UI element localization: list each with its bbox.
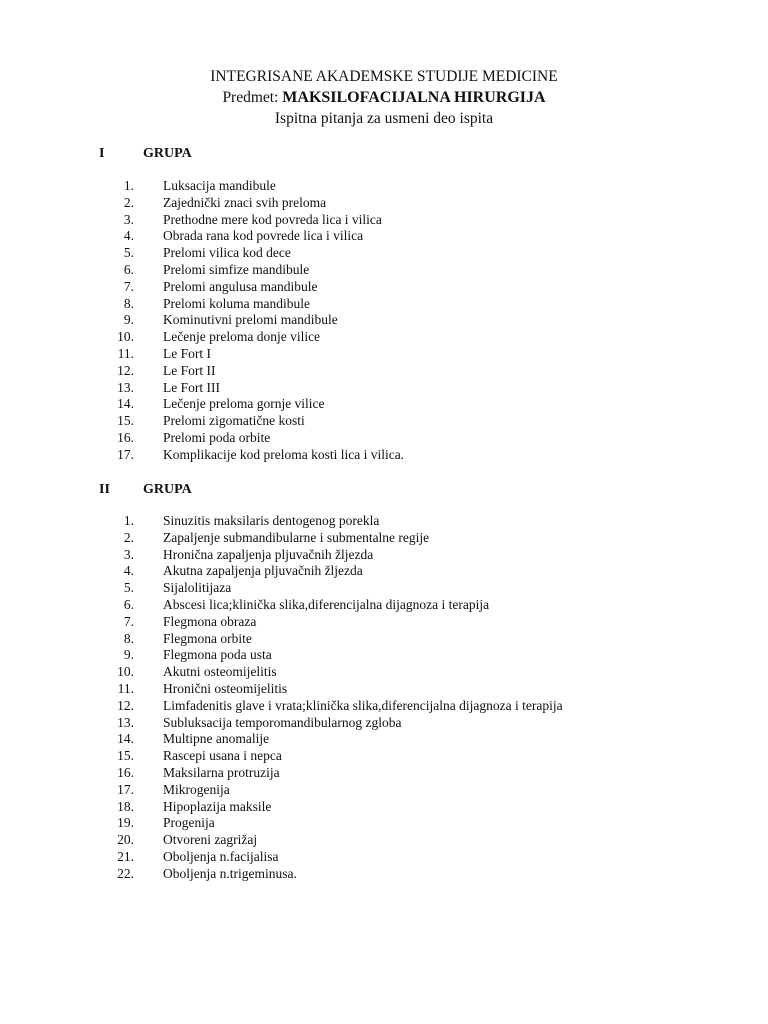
item-number: 15. [117, 413, 134, 429]
subject-line [0, 87, 768, 108]
item-text: Sijalolitijaza [163, 580, 232, 596]
item-text: Prelomi koluma mandibule [163, 295, 310, 311]
item-text: Flegmona orbite [163, 630, 252, 646]
item-number: 1. [123, 178, 134, 193]
item-number: 3. [123, 211, 134, 227]
item-number: 17. [117, 446, 134, 462]
item-text: Lečenje preloma donje vilice [163, 329, 321, 345]
item-number: 6. [123, 596, 134, 612]
item-text: Multipne anomalije [163, 731, 270, 747]
item-number: 5. [123, 245, 134, 261]
item-number: 15. [117, 748, 134, 764]
item-text: Prelomi simfize mandibule [163, 261, 310, 277]
item-number: 9. [123, 647, 134, 663]
group-roman-numeral: I [99, 146, 105, 161]
item-number: 7. [123, 278, 134, 294]
item-text: Le Fort I [163, 345, 211, 361]
item-number: 13. [117, 714, 134, 730]
item-number: 11. [117, 345, 134, 361]
item-number: 8. [123, 295, 134, 311]
item-number: 14. [117, 396, 134, 412]
group-label: GRUPA [143, 146, 192, 161]
item-number: 20. [117, 832, 134, 848]
item-text: Zapaljenje submandibularne i submentalne regije [163, 529, 430, 545]
document-header [0, 66, 768, 129]
item-text: Kominutivni prelomi mandibule [163, 312, 338, 328]
item-text: Le Fort III [163, 379, 220, 395]
item-text: Hronična zapaljenja pljuvačnih žljezda [163, 546, 374, 562]
item-number: 10. [117, 329, 134, 345]
item-text: Flegmona obraza [163, 613, 257, 629]
item-text: Rascepi usana i nepca [163, 748, 282, 764]
item-number: 1. [123, 513, 134, 528]
item-text: Obrada rana kod povrede lica i vilica [163, 228, 364, 244]
item-number: 5. [123, 580, 134, 596]
subject-name: MAKSILOFACIJALNA HIRURGIJA [282, 89, 546, 106]
item-number: 2. [123, 194, 134, 210]
item-number: 8. [123, 630, 134, 646]
question-group-1 [99, 144, 699, 462]
group-roman-numeral: II [99, 482, 110, 497]
item-number: 7. [123, 613, 134, 629]
item-text: Prethodne mere kod povreda lica i vilica [163, 211, 382, 227]
item-text: Subluksacija temporomandibularnog zgloba [163, 714, 402, 730]
item-number: 11. [117, 680, 134, 696]
item-text: Zajednički znaci svih preloma [163, 194, 327, 210]
item-number: 21. [117, 848, 134, 864]
item-text: Lečenje preloma gornje vilice [163, 396, 325, 412]
item-text: Flegmona poda usta [163, 647, 272, 663]
item-text: Prelomi zigomatične kosti [163, 413, 305, 429]
item-text: Luksacija mandibule [163, 178, 276, 193]
item-number: 12. [117, 697, 134, 713]
group-heading [99, 144, 699, 164]
group-label: GRUPA [143, 482, 192, 497]
item-number: 16. [117, 764, 134, 780]
item-text: Sinuzitis maksilaris dentogenog porekla [163, 513, 380, 528]
item-number: 16. [117, 429, 134, 445]
item-number: 22. [117, 865, 134, 881]
item-text: Limfadenitis glave i vrata;klinička slika,diferencijalna dijagnoza i terapija [163, 697, 563, 713]
item-text: Komplikacije kod preloma kosti lica i vilica. [163, 446, 405, 462]
item-number: 19. [117, 815, 134, 831]
item-number: 4. [123, 563, 134, 579]
item-text: Akutna zapaljenja pljuvačnih žljezda [163, 563, 363, 579]
item-number: 9. [123, 312, 134, 328]
item-number: 13. [117, 379, 134, 395]
item-text: Hronični osteomijelitis [163, 680, 288, 696]
item-text: Mikrogenija [163, 781, 230, 797]
institution-title: INTEGRISANE AKADEMSKE STUDIJE MEDICINE [210, 68, 558, 85]
exam-description: Ispitna pitanja za usmeni deo ispita [274, 110, 494, 127]
item-text: Prelomi poda orbite [163, 429, 271, 445]
item-number: 10. [117, 664, 134, 680]
item-number: 14. [117, 731, 134, 747]
item-text: Prelomi angulusa mandibule [163, 278, 318, 294]
item-number: 6. [123, 261, 134, 277]
item-number: 12. [117, 362, 134, 378]
item-text: Otvoreni zagrižaj [163, 832, 258, 848]
subject-prefix: Predmet: [222, 89, 283, 106]
item-text: Abscesi lica;klinička slika,diferencijalna dijagnoza i terapija [163, 596, 490, 612]
item-text: Hipoplazija maksile [163, 798, 272, 814]
item-text: Akutni osteomijelitis [163, 664, 277, 680]
item-number: 4. [123, 228, 134, 244]
item-text: Oboljenja n.trigeminusa. [163, 865, 297, 881]
item-text: Prelomi vilica kod dece [163, 245, 291, 261]
question-group-2 [99, 480, 699, 881]
item-number: 17. [117, 781, 134, 797]
item-number: 18. [117, 798, 134, 814]
item-number: 3. [123, 546, 134, 562]
item-text: Le Fort II [163, 362, 216, 378]
item-text: Oboljenja n.facijalisa [163, 848, 279, 864]
item-text: Progenija [163, 815, 215, 831]
item-number: 2. [123, 529, 134, 545]
item-text: Maksilarna protruzija [163, 764, 280, 780]
group-heading [99, 480, 699, 500]
